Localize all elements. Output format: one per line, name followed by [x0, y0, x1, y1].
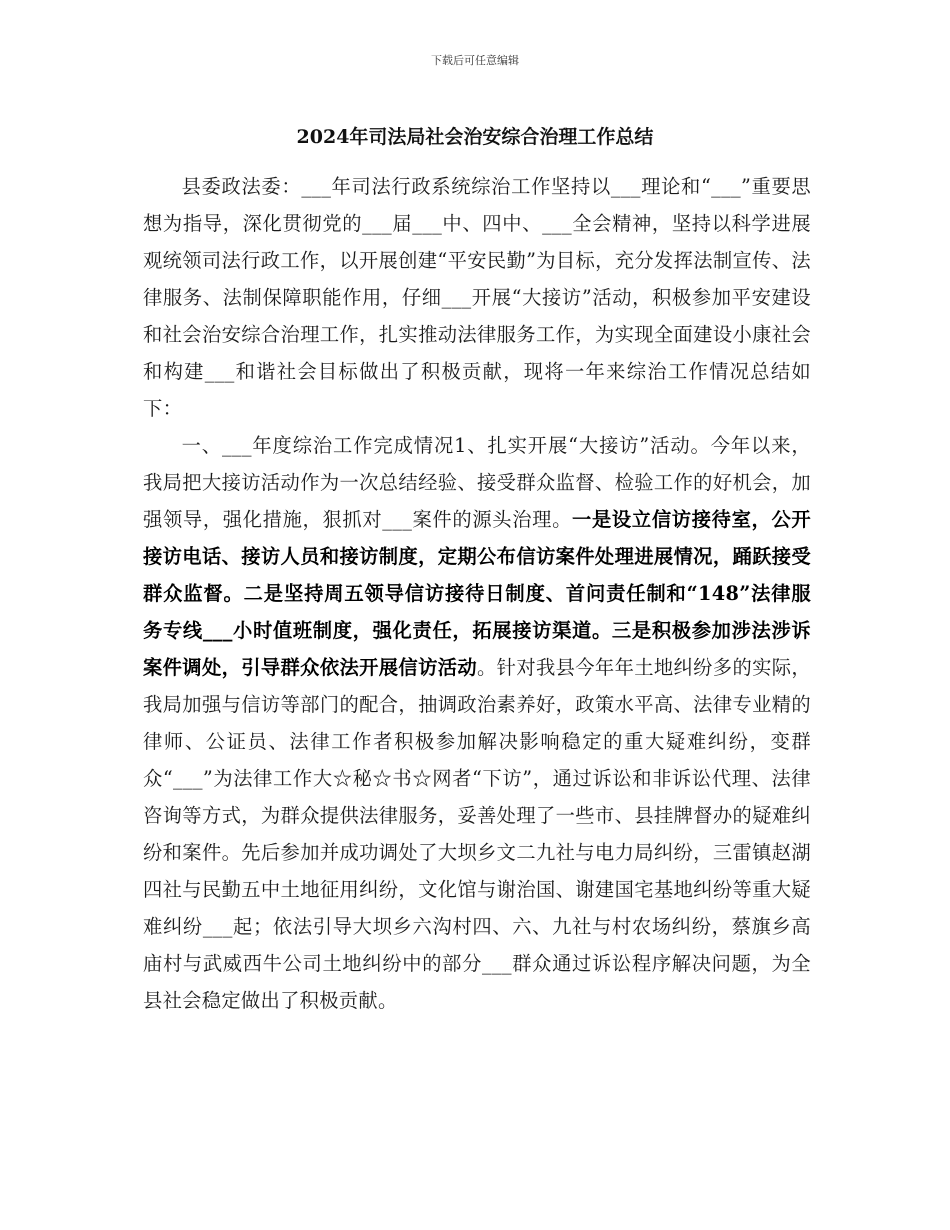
paragraph-intro: 县委政法委：___年司法行政系统综治工作坚持以___理论和“___”重要思想为指导，深化贯彻党的___届___中、四中、___全会精神，坚持以科学进展观统领司法行政工作，以开展创建“平安民勤”为目标，充分发挥法制宣传、法律服务、法制保障职能作用，仔细___开展“大接访”活动，积极参加平安建设和社会治安综合治理工作，扎实推动法律服务工作，为实现全面建设小康社会和构建___和谐社会目标做出了积极贡献，现将一年来综治工作情况总结如下：	[143, 175, 811, 420]
document-body	[143, 168, 811, 1019]
section-one-rest-text: 。针对我县今年年土地纠纷多的实际，我局加强与信访等部门的配合，抽调政治素养好，政策水平高、法律专业精的律师、公证员、法律工作者积极参加解决影响稳定的重大疑难纠纷，变群众“___”为法律工作大☆秘☆书☆网者“下访”，通过诉讼和非诉讼代理、法律咨询等方式，为群众提供法律服务，妥善处理了一些市、县挂牌督办的疑难纠纷和案件。先后参加并成功调处了大坝乡文二九社与电力局纠纷，三雷镇赵湖四社与民勤五中土地征用纠纷，文化馆与谢治国、谢建国宅基地纠纷等重大疑难纠纷___起；依法引导大坝乡六沟村四、六、九社与村农场纠纷，蔡旗乡高庙村与武威西牛公司土地纠纷中的部分___群众通过诉讼程序解决问题，为全县社会稳定做出了积极贡献。	[143, 656, 811, 1012]
section-one-lead-text: 一、___年度综治工作完成情况1、扎实开展“大接访”活动。今年以来，我局把大接访活动作为一次总结经验、接受群众监督、检验工作的好机会，加强领导，强化措施，狠抓对___案件的源头治理。	[143, 434, 811, 531]
section-one-bold-measures: 一是设立信访接待室，公开接访电话、接访人员和接访制度，定期公布信访案件处理进展情况，踊跃接受群众监督。二是坚持周五领导信访接待日制度、首问责任制和“148”法律服务专线___小时值班制度，强化责任，拓展接访渠道。三是积极参加涉法涉诉案件调处，引导群众依法开展信访活动	[143, 508, 811, 679]
header-note: 下载后可任意编辑	[431, 54, 519, 67]
paragraph-section-one	[143, 427, 811, 1019]
document-title: 2024年司法局社会治安综合治理工作总结	[296, 126, 654, 148]
